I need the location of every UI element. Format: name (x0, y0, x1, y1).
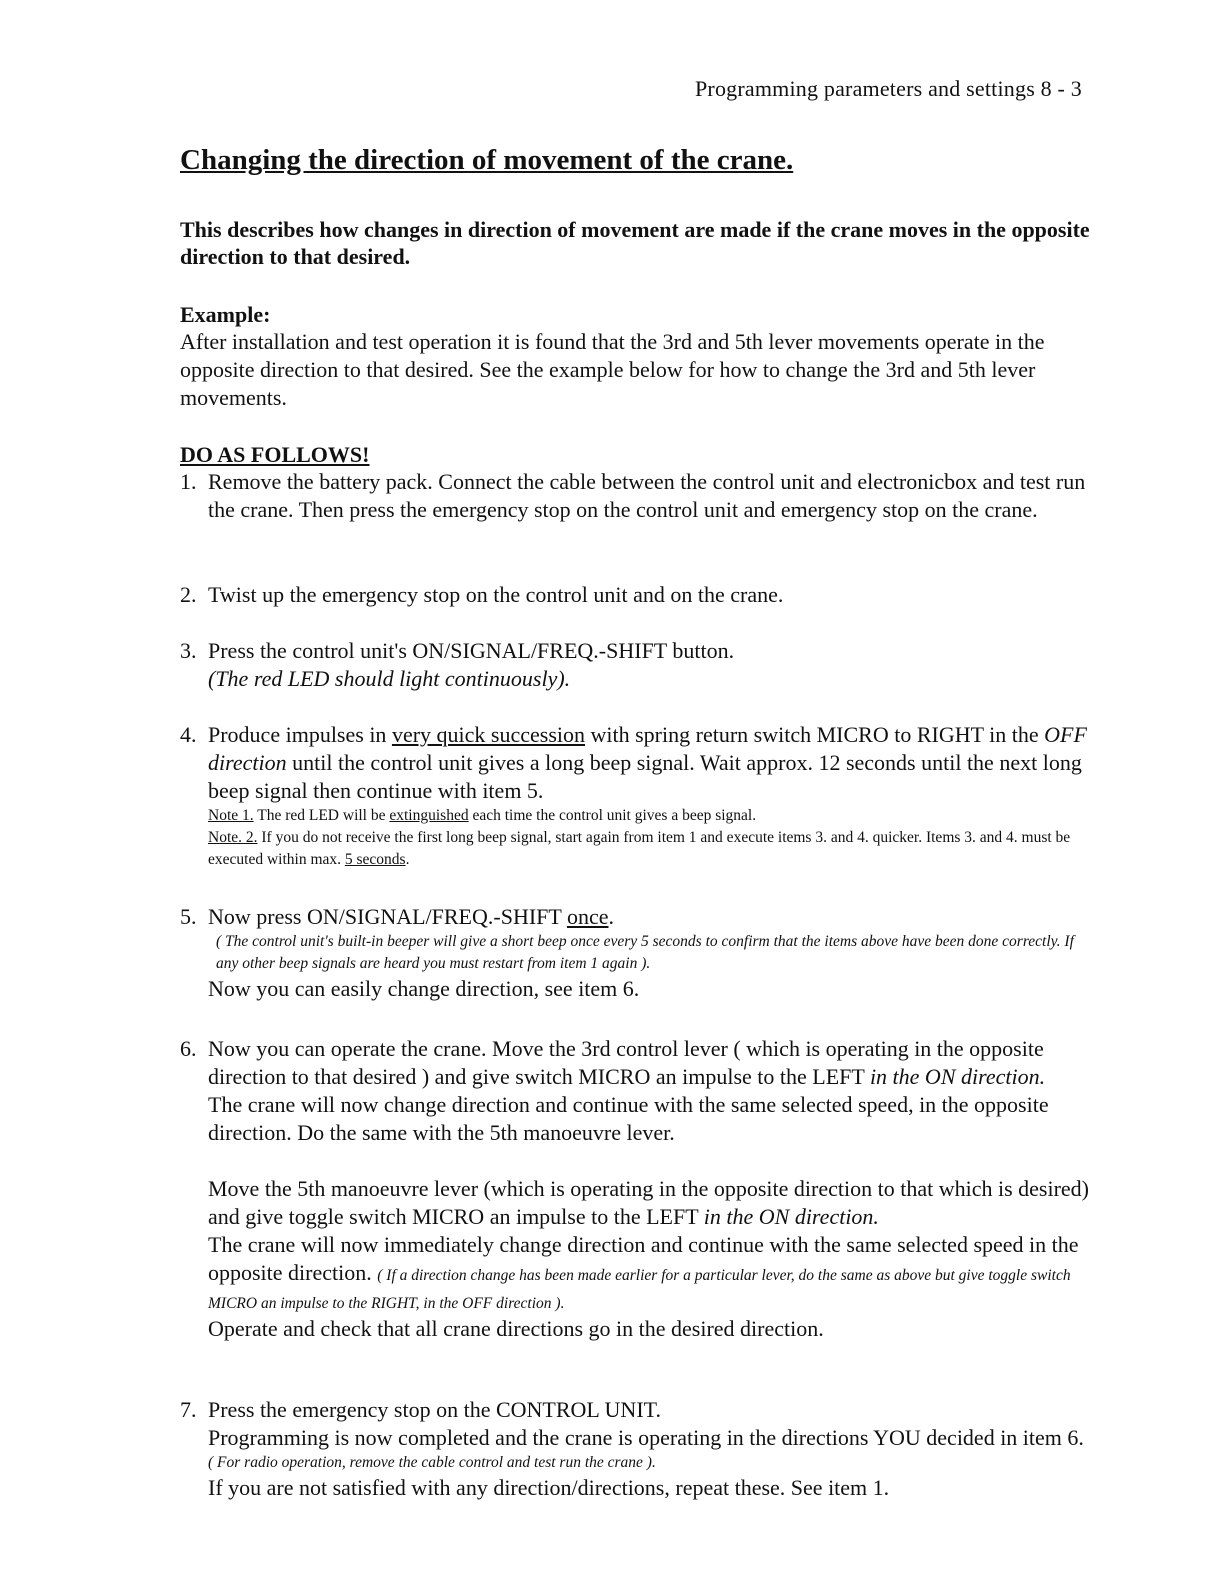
step-paragraph: Move the 5th manoeuvre lever (which is operating in the opposite direction to that which is desired) and give toggle switch MICRO an impulse to the LEFT in the ON direction. (208, 1176, 1089, 1229)
step-paragraph: The crane will now immediately change direction and continue with the same selected speed in the opposite direction. ( If a direction change has been made earlier for a particular lever, do the same as above but give toggle switch MICRO an impulse to the RIGHT, in the OFF direction ). (208, 1232, 1079, 1312)
step-note: ( For radio operation, remove the cable control and test run the crane ). (208, 1454, 656, 1471)
step-text: Press the emergency stop on the CONTROL UNIT. (208, 1397, 661, 1422)
step-paragraph: If you are not satisfied with any direction/directions, repeat these. See item 1. (208, 1475, 890, 1500)
step-text: Twist up the emergency stop on the control unit and on the crane. (208, 582, 784, 607)
step-number: 7. (180, 1397, 197, 1422)
step-number: 5. (180, 904, 197, 929)
step-number: 6. (180, 1036, 197, 1061)
step-5 (180, 903, 1100, 1003)
step-number: 2. (180, 582, 197, 607)
step-paragraph: Programming is now completed and the crane is operating in the directions YOU decided in item 6. (208, 1425, 1084, 1450)
note-1: Note 1. The red LED will be extinguished each time the control unit gives a beep signal. (208, 807, 757, 824)
step-text: Now you can operate the crane. Move the 3rd control lever ( which is operating in the opposite direction to that desired ) and give switch MICRO an impulse to the LEFT in the ON direction. (208, 1036, 1046, 1089)
step-1 (180, 468, 1100, 524)
step-7 (180, 1396, 1100, 1502)
lead-paragraph: This describes how changes in direction of movement are made if the crane moves in the opposite direction to that desired. (180, 217, 1090, 269)
do-as-follows-heading: DO AS FOLLOWS! (180, 442, 370, 467)
example-text: After installation and test operation it is found that the 3rd and 5th lever movements operate in the opposite direction to that desired. See the example below for how to change the 3rd and 5th lever movements. (180, 329, 1045, 410)
step-paragraph: Operate and check that all crane directions go in the desired direction. (208, 1316, 824, 1341)
step-number: 3. (180, 638, 197, 663)
example-heading: Example: (180, 302, 271, 327)
step-text: Now press ON/SIGNAL/FREQ.-SHIFT once. (208, 904, 614, 929)
step-3 (180, 637, 1100, 693)
step-number: 1. (180, 469, 197, 494)
step-text: Produce impulses in very quick succession with spring return switch MICRO to RIGHT in the OFF direction until the control unit gives a long beep signal. Wait approx. 12 seconds until the next long beep signal then continue with item 5. (208, 722, 1087, 803)
page-header: Programming parameters and settings 8 - 3 (694, 76, 1082, 101)
step-after-text: Now you can easily change direction, see item 6. (208, 976, 640, 1001)
note-2: Note. 2. If you do not receive the first long beep signal, start again from item 1 and execute items 3. and 4. quicker. Items 3. and 4. must be executed within max. 5 seconds. (208, 829, 1071, 868)
step-text: Remove the battery pack. Connect the cable between the control unit and electronicbox and test run the crane. Then press the emergency stop on the control unit and emergency stop on the crane. (208, 469, 1086, 522)
step-number: 4. (180, 722, 197, 747)
step-note: ( The control unit's built-in beeper will give a short beep once every 5 seconds to confirm that the items above have been done correctly. If any other beep signals are heard you must restart from item 1 again ). (216, 933, 1074, 972)
step-2 (180, 581, 1100, 609)
step-6 (180, 1035, 1100, 1343)
step-4 (180, 721, 1100, 871)
step-note: (The red LED should light continuously). (208, 666, 571, 691)
step-text: Press the control unit's ON/SIGNAL/FREQ.-SHIFT button. (208, 638, 735, 663)
step-paragraph: The crane will now change direction and continue with the same selected speed, in the opposite direction. Do the same with the 5th manoeuvre lever. (208, 1092, 1049, 1145)
page-title: Changing the direction of movement of the crane. (180, 144, 794, 176)
